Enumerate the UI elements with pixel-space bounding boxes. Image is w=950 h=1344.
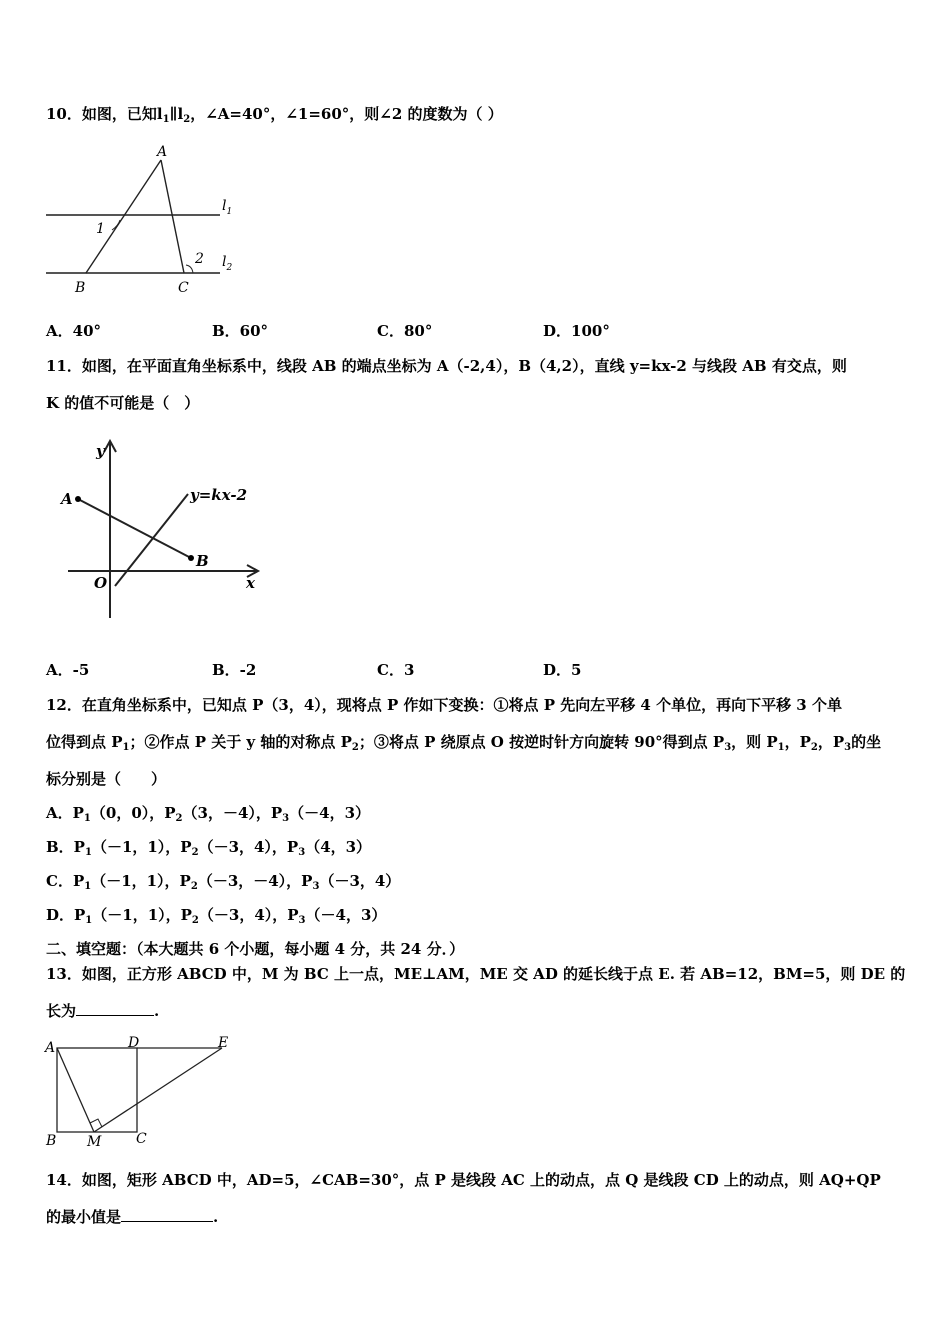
- q11-line1: 11．如图，在平面直角坐标系中，线段 AB 的端点坐标为 A（-2,4），B（4,2），直线 y=kx-2 与线段 AB 有交点，则: [46, 357, 847, 375]
- q13-label-a: A: [45, 1040, 56, 1056]
- q11-label-y: y: [96, 442, 105, 460]
- q10-label-1: 1: [96, 221, 105, 237]
- q10-option-a: A．40°: [46, 322, 102, 340]
- q12-option-c: C．$P_1(-1$，1），$P_2(-3$，－4），$P_3(-3$，4）: [46, 872, 401, 892]
- q11-label-b: B: [196, 552, 209, 570]
- q11-label-eq: y=kx-2: [190, 486, 248, 504]
- segment-ab: [86, 160, 161, 273]
- point-b: [188, 555, 194, 561]
- q10-stem: [46, 103, 503, 125]
- q12-option-d: D．$P_1(-1$，1），$P_2(-3$，4），$P_3(-4$，3）: [46, 906, 387, 926]
- segment-me: [94, 1048, 222, 1132]
- q10-label-c: C: [178, 280, 189, 296]
- q11-option-d: D．5: [543, 661, 582, 679]
- q11-label-o: O: [94, 574, 108, 592]
- q13-answer-blank[interactable]: [76, 1001, 154, 1016]
- q10-label-l2: $l_2$: [222, 254, 233, 273]
- segment-ab: [78, 499, 191, 558]
- q10-l1-sub: 1: [162, 114, 170, 125]
- q12-line2: 位得到点 $P_1$；②作点 P 关于 y 轴的对称点 $P_2$；③将点 P 绕原点 O 按逆时针方向旋转 90°得到点 $P_3$，则 $P_1$，$P_2$，$P_3$的坐: [46, 733, 882, 753]
- q13-line2: 长为 .: [46, 1002, 160, 1020]
- q13-figure: [40, 1032, 240, 1150]
- q11-figure: [58, 436, 268, 621]
- segment-am: [57, 1048, 94, 1132]
- q12-option-a: A．$P_1(0$，0），$P_2(3$，－4），$P_3(-4$，3）: [46, 804, 371, 824]
- q10-option-d: D．100°: [543, 322, 610, 340]
- q10-label-b: B: [75, 280, 86, 296]
- q10-l2: l: [177, 105, 184, 123]
- segment-ac: [161, 160, 184, 273]
- q13-label-d: D: [128, 1035, 140, 1051]
- q10-text-b: ，∠A=40°，∠1=60°，则∠2 的度数为（ ）: [190, 105, 503, 123]
- q11-label-x: x: [246, 574, 255, 592]
- q13-label-m: M: [87, 1134, 102, 1150]
- q12-line3: 标分别是（ ）: [46, 770, 167, 788]
- q10-option-c: C．80°: [377, 322, 433, 340]
- q12-line1: 12．在直角坐标系中，已知点 P（3，4），现将点 P 作如下变换：①将点 P 先向左平移 4 个单位，再向下平移 3 个单: [46, 696, 842, 714]
- q11-option-a: A．-5: [46, 661, 90, 679]
- q10-l2-sub: 2: [183, 114, 191, 125]
- q11-option-c: C．3: [377, 661, 415, 679]
- q13-label-c: C: [136, 1131, 147, 1147]
- q14-line2: 的最小值是 .: [46, 1208, 219, 1226]
- q11-label-a: A: [61, 490, 73, 508]
- q11-option-b: B．-2: [212, 661, 257, 679]
- line-kx-2: [115, 494, 188, 586]
- q10-parallel: ∥: [169, 105, 178, 123]
- section-heading-fill-in: 二、填空题：（本大题共 6 个小题，每小题 4 分，共 24 分．）: [46, 940, 465, 958]
- q14-line1: 14．如图，矩形 ABCD 中，AD=5，∠CAB=30°，点 P 是线段 AC 上的动点，点 Q 是线段 CD 上的动点，则 AQ+QP: [46, 1171, 881, 1189]
- q12-option-b: B．$P_1(-1$，1），$P_2(-3$，4），$P_3(4$，3）: [46, 838, 372, 858]
- q11-line2: K 的值不可能是（ ）: [46, 394, 200, 412]
- q10-option-b: B．60°: [212, 322, 269, 340]
- point-a: [75, 496, 81, 502]
- q13-label-b: B: [46, 1133, 57, 1149]
- angle2-arc: [186, 265, 193, 273]
- q10-text-a: 如图，已知: [81, 105, 157, 123]
- q10-label-2: 2: [195, 251, 204, 267]
- q14-answer-blank[interactable]: [121, 1207, 213, 1222]
- q10-l1: l: [156, 105, 163, 123]
- q10-number: 10．: [46, 105, 82, 123]
- q10-label-l1: $l_1$: [222, 198, 233, 217]
- q10-figure: [40, 140, 250, 300]
- q13-line1: 13．如图，正方形 ABCD 中，M 为 BC 上一点，ME⊥AM，ME 交 AD 的延长线于点 E. 若 AB=12，BM=5，则 DE 的: [46, 965, 906, 983]
- q13-label-e: E: [218, 1035, 229, 1051]
- q10-label-a: A: [157, 144, 168, 160]
